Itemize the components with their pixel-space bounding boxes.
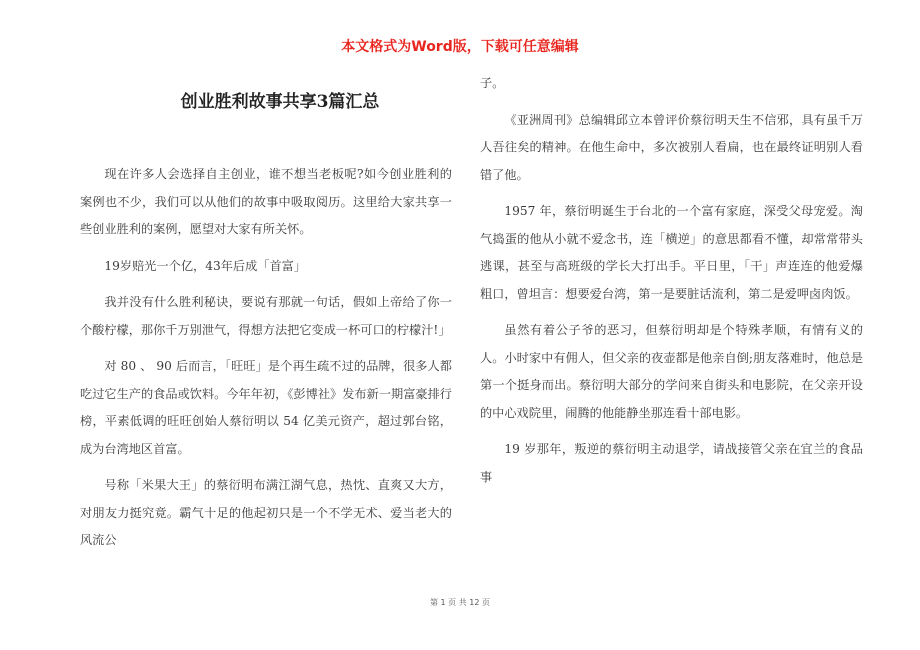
paragraph: 号称「米果大王」的蔡衍明布满江湖气息，热忱、直爽又大方，对朋友力挺究竟。霸气十足的他起初只是一个不学无术、爱当老大的风流公 [80, 478, 452, 547]
document-title: 创业胜利故事共享3篇汇总 [180, 92, 380, 112]
paragraph: 虽然有着公子爷的恶习，但蔡衍明却是个特殊孝顺，有情有义的人。小时家中有佣人，但父亲的夜壶都是他亲自倒;朋友落难时，他总是第一个挺身而出。蔡衍明大部分的学问来自街头和电影院，在父亲开设的中心戏院里，闹腾的他能静坐那连看十部电影。 [480, 323, 863, 420]
page-footer: 第 1 页 共 12 页 [430, 598, 490, 607]
paragraph: 《亚洲周刊》总编辑邱立本曾评价蔡衍明天生不信邪，具有虽千万人吾往矣的精神。在他生命中，多次被别人看扁，也在最终证明别人看错了他。 [480, 112, 863, 182]
paragraph: 19 岁那年，叛逆的蔡衍明主动退学，请战接管父亲在宜兰的食品事 [480, 442, 863, 484]
paragraph-continuation: 子。 [480, 76, 505, 90]
paragraph: 现在许多人会选择自主创业，谁不想当老板呢?如今创业胜利的案例也不少，我们可以从他们的故事中吸取阅历。这里给大家共享一些创业胜利的案例，愿望对大家有所关怀。 [80, 167, 452, 236]
header-banner: 本文格式为Word版，下载可任意编辑 [341, 39, 579, 55]
left-column [80, 161, 452, 564]
paragraph: 19岁赔光一个亿，43年后成「首富」 [104, 258, 307, 273]
paragraph: 我并没有什么胜利秘诀，要说有那就一句话，假如上帝给了你一个酸柠檬，那你千万别泄气，得想方法把它变成一杯可口的柠檬汁!」 [80, 295, 452, 337]
paragraph: 1957 年，蔡衍明诞生于台北的一个富有家庭，深受父母宠爱。淘气捣蛋的他从小就不爱念书，连「横逆」的意思都看不懂，却常常带头逃课，甚至与高班级的学长大打出手。平日里，「干」声连连的他爱爆粗口，曾坦言：想要爱台湾，第一是要脏话流利，第二是爱呷卤肉饭。 [480, 204, 863, 301]
right-column [480, 70, 863, 500]
paragraph: 对 80 、 90 后而言，「旺旺」是个再生疏不过的品牌，很多人都吃过它生产的食品或饮料。今年年初，《彭博社》发布新一期富豪排行榜，平素低调的旺旺创始人蔡衍明以 54 亿美元资产，超过郭台铭，成为台湾地区首富。 [80, 359, 452, 456]
